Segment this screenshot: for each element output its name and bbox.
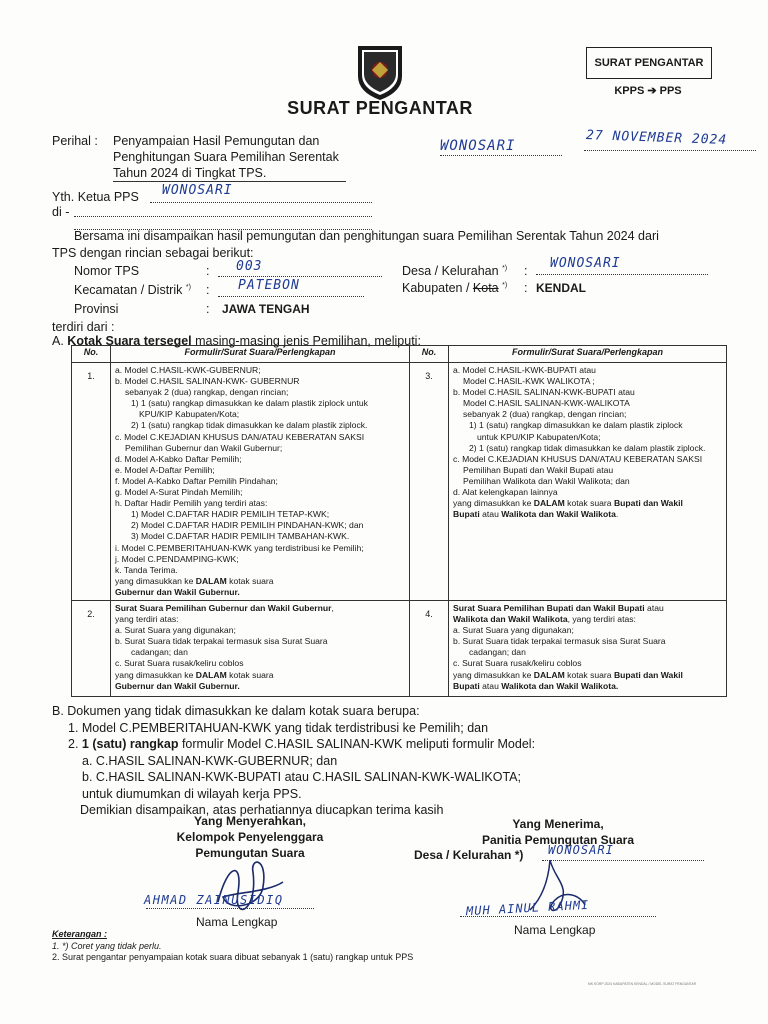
list-item: 2) 1 (satu) rangkap tidak dimasukkan ke dalam plastik ziplock. bbox=[131, 420, 368, 431]
list-item: c. Surat Suara rusak/keliru coblos bbox=[453, 658, 582, 669]
kabupaten-label bbox=[402, 281, 507, 295]
list-item: b. Surat Suara tidak terpakai termasuk sisa Surat Suara bbox=[453, 636, 666, 647]
list-item: e. Model A-Daftar Pemilih; bbox=[115, 464, 215, 475]
list-item: d. Model A-Kabko Daftar Pemilih; bbox=[115, 453, 242, 464]
date-handwritten: 27 NOVEMBER 2024 bbox=[585, 128, 728, 148]
row2-no-2: 4. bbox=[410, 601, 449, 697]
list-item bbox=[115, 670, 405, 681]
inline-bold: DALAM bbox=[533, 498, 565, 509]
section-b-item-2c: untuk diumumkan di wilayah kerja PPS. bbox=[82, 786, 302, 801]
perihal-line-3: Tahun 2024 di Tingkat TPS. bbox=[113, 165, 346, 182]
inline-text: kotak suara bbox=[226, 575, 274, 586]
list-item: f. Model A-Kabko Daftar Pemilih Pindahan; bbox=[115, 475, 278, 486]
kota-struck: Kota bbox=[472, 281, 499, 295]
section-a-prefix: A. bbox=[52, 334, 64, 348]
list-item: Model C.HASIL SALINAN-KWK-WALIKOTA bbox=[463, 398, 630, 409]
desa-dotline bbox=[536, 274, 708, 275]
list-item: i. Model C.PEMBERITAHUAN-KWK yang terdistribusi ke Pemilih; bbox=[115, 542, 364, 553]
kabupaten-value: KENDAL bbox=[536, 281, 586, 295]
list-item: k. Tanda Terima. bbox=[115, 564, 178, 575]
list-item: Pemilihan Gubernur dan Wakil Gubernur; bbox=[125, 442, 283, 453]
perihal-label: Perihal : bbox=[52, 134, 98, 148]
list-item bbox=[115, 603, 405, 614]
list-item: b. Surat Suara tidak terpakai termasuk sisa Surat Suara bbox=[115, 636, 328, 647]
kabupaten-sup: *) bbox=[502, 281, 508, 289]
section-b-item-2a: a. C.HASIL SALINAN-KWK-GUBERNUR; dan bbox=[82, 753, 338, 768]
list-item bbox=[115, 576, 405, 587]
inline-bold: Walikota dan Wakil Walikota bbox=[453, 614, 568, 625]
inline-text: yang dimasukkan ke bbox=[453, 669, 534, 680]
items-table bbox=[71, 345, 727, 697]
notes bbox=[52, 929, 413, 964]
kecamatan-label-text: Kecamatan / Distrik bbox=[74, 283, 183, 297]
logo-text-top: KOMISI bbox=[371, 42, 389, 48]
list-item: Gubernur dan Wakil Gubernur. bbox=[115, 680, 240, 691]
provinsi-label: Provinsi bbox=[74, 302, 119, 316]
inline-text: , yang terdiri atas: bbox=[567, 614, 636, 625]
list-item bbox=[453, 614, 722, 625]
list-item: yang terdiri atas: bbox=[115, 614, 179, 625]
sign-right-desa-value: WONOSARI bbox=[548, 843, 614, 857]
inline-text: 2. bbox=[68, 737, 82, 751]
desa-value: WONOSARI bbox=[550, 256, 621, 271]
list-item: a. Surat Suara yang digunakan; bbox=[115, 625, 236, 636]
sign-right-line-2: Panitia Pemungutan Suara bbox=[481, 833, 635, 847]
inline-text: formulir Model C.HASIL SALINAN-KWK meliputi formulir Model: bbox=[178, 737, 536, 751]
list-item: g. Model A-Surat Pindah Memilih; bbox=[115, 487, 243, 498]
kabupaten-colon: : bbox=[524, 281, 528, 295]
row2-cell-gubernur bbox=[111, 601, 410, 697]
yth-dotline bbox=[150, 202, 372, 203]
inline-text: kotak suara bbox=[226, 669, 274, 680]
inline-bold: Walikota dan Wakil Walikota bbox=[501, 509, 616, 520]
list-item: c. Model C.KEJADIAN KHUSUS DAN/ATAU KEBERATAN SAKSI bbox=[453, 453, 703, 464]
footer-tiny-text: MK KORP 2024 KABUPATEN KENDAL / MODEL SURAT PENGANTAR bbox=[588, 982, 697, 986]
kecamatan-dotline bbox=[218, 296, 364, 297]
list-item bbox=[453, 681, 722, 692]
list-item: 2) Model C.DAFTAR HADIR PEMILIH PINDAHAN-KWK; dan bbox=[131, 520, 364, 531]
sign-right-line-1: Yang Menerima, bbox=[512, 817, 604, 831]
perihal-text bbox=[113, 133, 346, 182]
list-item: a. Surat Suara yang digunakan; bbox=[453, 625, 574, 636]
sign-left-dotline bbox=[146, 908, 314, 909]
kabupaten-label-text: Kabupaten / bbox=[402, 281, 473, 295]
desa-label-text: Desa / Kelurahan bbox=[402, 264, 499, 278]
table-row bbox=[72, 601, 727, 697]
notes-title: Keterangan : bbox=[52, 929, 108, 939]
list-item: KPU/KIP Kabupaten/Kota; bbox=[139, 409, 240, 420]
provinsi-value: JAWA TENGAH bbox=[222, 302, 310, 316]
list-item: Gubernur dan Wakil Gubernur. bbox=[115, 586, 240, 597]
col-form-2: Formulir/Surat Suara/Perlengkapan bbox=[449, 346, 727, 363]
inline-bold: DALAM bbox=[195, 575, 227, 586]
inline-text: yang dimasukkan ke bbox=[453, 498, 534, 509]
closing-text: Demikian disampaikan, atas perhatiannya diucapkan terima kasih bbox=[80, 803, 444, 817]
intro-line-1: Bersama ini disampaikan hasil pemungutan dan penghitungan suara Pemilihan Serentak Tahun 2024 dari bbox=[74, 229, 659, 243]
section-b-item-1: 1. Model C.PEMBERITAHUAN-KWK yang tidak terdistribusi ke Pemilih; dan bbox=[68, 720, 489, 735]
list-item: Pemilihan Bupati dan Wakil Bupati atau bbox=[463, 464, 614, 475]
inline-bold: Bupati bbox=[453, 680, 480, 691]
inline-bold: Surat Suara Pemilihan Bupati dan Wakil Bupati bbox=[453, 603, 645, 613]
yth-value-handwritten: WONOSARI bbox=[162, 183, 233, 198]
list-item: c. Surat Suara rusak/keliru coblos bbox=[115, 658, 244, 669]
route-label: KPPS ➔ PPS bbox=[614, 85, 682, 97]
list-item: 1) 1 (satu) rangkap dimasukkan ke dalam plastik ziplock bbox=[469, 420, 683, 431]
list-item: 3) Model C.DAFTAR HADIR PEMILIH TAMBAHAN-KWK. bbox=[131, 531, 350, 542]
sign-right-name: MUH AINUL RAHMI bbox=[465, 897, 590, 919]
inline-text: kotak suara bbox=[564, 669, 614, 680]
nomor-tps-colon: : bbox=[206, 264, 210, 278]
desa-colon: : bbox=[524, 264, 528, 278]
sign-left-line-3: Pemungutan Suara bbox=[195, 846, 305, 860]
section-a-rest: masing-masing jenis Pemilihan, meliputi: bbox=[191, 334, 421, 348]
section-b bbox=[52, 703, 535, 819]
provinsi-colon: : bbox=[206, 302, 210, 316]
list-item: sebanyak 2 (dua) rangkap, dengan rincian; bbox=[125, 387, 289, 398]
sign-right-dotline bbox=[460, 916, 656, 917]
inline-bold: Bupati dan Wakil bbox=[613, 669, 683, 680]
col-form-1: Formulir/Surat Suara/Perlengkapan bbox=[111, 346, 410, 363]
nomor-tps-value: 003 bbox=[236, 259, 263, 274]
list-item: d. Alat kelengkapan lainnya bbox=[453, 487, 558, 498]
section-a-bold: Kotak Suara tersegel bbox=[67, 334, 192, 348]
section-b-heading: B. Dokumen yang tidak dimasukkan ke dalam kotak suara berupa: bbox=[52, 704, 420, 718]
col-no-1: No. bbox=[72, 346, 111, 363]
yth-label: Yth. Ketua PPS bbox=[52, 190, 139, 204]
notes-item-1: 1. *) Coret yang tidak perlu. bbox=[52, 940, 162, 951]
list-item: a. Model C.HASIL-KWK-BUPATI atau bbox=[453, 365, 596, 375]
table-row bbox=[72, 363, 727, 601]
row1-no: 1. bbox=[72, 363, 111, 601]
inline-bold: Bupati bbox=[453, 509, 480, 520]
list-item: b. Model C.HASIL SALINAN-KWK-BUPATI atau bbox=[453, 387, 635, 398]
document-type-box bbox=[586, 47, 712, 79]
inline-bold: 1 (satu) rangkap bbox=[81, 737, 179, 751]
sign-left-name-label: Nama Lengkap bbox=[196, 915, 278, 929]
col-no-2: No. bbox=[410, 346, 449, 363]
row1-cell-bupati bbox=[449, 363, 727, 601]
section-b-item-2 bbox=[52, 736, 535, 753]
perihal-line-2: Penghitungan Suara Pemilihan Serentak bbox=[113, 150, 339, 164]
kecamatan-sup: *) bbox=[185, 283, 191, 291]
list-item: c. Model C.KEJADIAN KHUSUS DAN/ATAU KEBERATAN SAKSI bbox=[115, 431, 365, 442]
list-item: a. Model C.HASIL-KWK-GUBERNUR; bbox=[115, 365, 261, 375]
inline-text: atau bbox=[479, 509, 502, 520]
place-dotline bbox=[440, 155, 562, 156]
kecamatan-colon: : bbox=[206, 283, 210, 297]
list-item: 1) Model C.DAFTAR HADIR PEMILIH TETAP-KWK; bbox=[131, 509, 330, 520]
sign-left-line-1: Yang Menyerahkan, bbox=[193, 814, 307, 828]
inline-text: . bbox=[615, 509, 619, 520]
section-b-item-2b: b. C.HASIL SALINAN-KWK-BUPATI atau C.HASIL SALINAN-KWK-WALIKOTA; bbox=[82, 770, 521, 784]
nomor-tps-label: Nomor TPS bbox=[74, 264, 140, 278]
list-item bbox=[453, 509, 722, 520]
table-header-row bbox=[72, 346, 727, 363]
list-item: b. Model C.HASIL SALINAN-KWK- GUBERNUR bbox=[115, 376, 300, 387]
inline-text: kotak suara bbox=[564, 498, 614, 509]
intro-line-2: TPS dengan rincian sebagai berikut: bbox=[52, 246, 254, 260]
row2-cell-bupati bbox=[449, 601, 727, 697]
list-item: sebanyak 2 (dua) rangkap, dengan rincian; bbox=[463, 409, 627, 420]
inline-bold: DALAM bbox=[195, 669, 227, 680]
kecamatan-value: PATEBON bbox=[238, 278, 300, 293]
list-item: 1) 1 (satu) rangkap dimasukkan ke dalam plastik ziplock untuk bbox=[131, 398, 368, 409]
nomor-tps-dotline bbox=[218, 276, 382, 277]
inline-text: , bbox=[331, 603, 334, 613]
list-item: h. Daftar Hadir Pemilih yang terdiri atas: bbox=[115, 498, 268, 509]
list-item: untuk KPU/KIP Kabupaten/Kota; bbox=[477, 431, 601, 442]
desa-label bbox=[402, 264, 507, 278]
list-item: Model C.HASIL-KWK WALIKOTA ; bbox=[463, 376, 595, 387]
inline-text: yang dimasukkan ke bbox=[115, 575, 196, 586]
list-item: 2) 1 (satu) rangkap tidak dimasukkan ke dalam plastik ziplock. bbox=[469, 442, 706, 453]
sign-right-line-3: Desa / Kelurahan *) bbox=[414, 848, 524, 862]
list-item: Pemilihan Walikota dan Wakil Walikota; dan bbox=[463, 475, 630, 486]
sign-left-line-2: Kelompok Penyelenggara bbox=[176, 830, 324, 844]
list-item bbox=[453, 498, 722, 509]
desa-sup: *) bbox=[502, 264, 508, 272]
sign-left-name: AHMAD ZAINUSIDIQ bbox=[144, 893, 284, 907]
row2-no: 2. bbox=[72, 601, 111, 697]
list-item bbox=[453, 603, 722, 614]
signature-right bbox=[520, 855, 590, 930]
inline-text: yang dimasukkan ke bbox=[115, 669, 196, 680]
date-dotline bbox=[584, 150, 756, 151]
inline-bold: DALAM bbox=[533, 669, 565, 680]
inline-bold: Bupati dan Wakil bbox=[613, 498, 683, 509]
row1-cell-gubernur bbox=[111, 363, 410, 601]
document-type-label: SURAT PENGANTAR bbox=[594, 57, 704, 69]
notes-item-2: 2. Surat pengantar penyampaian kotak suara dibuat sebanyak 1 (satu) rangkap untuk PPS bbox=[52, 952, 414, 962]
inline-text: atau bbox=[644, 603, 664, 613]
row1-no-2: 3. bbox=[410, 363, 449, 601]
terdiri-label: terdiri dari : bbox=[52, 320, 115, 334]
sign-right-name-label: Nama Lengkap bbox=[514, 923, 596, 937]
list-item: cadangan; dan bbox=[469, 647, 526, 658]
inline-bold: Surat Suara Pemilihan Gubernur dan Wakil Gubernur bbox=[115, 603, 332, 613]
inline-bold: Walikota dan Wakil Walikota. bbox=[501, 680, 619, 691]
place-handwritten: WONOSARI bbox=[440, 138, 516, 154]
list-item: j. Model C.PENDAMPING-KWK; bbox=[115, 553, 239, 564]
di-dotline bbox=[74, 216, 372, 217]
di-label: di - bbox=[52, 205, 70, 219]
perihal-line-1: Penyampaian Hasil Pemungutan dan bbox=[113, 134, 320, 148]
list-item: cadangan; dan bbox=[131, 647, 188, 658]
list-item bbox=[453, 670, 722, 681]
kpu-logo bbox=[352, 40, 408, 100]
page-title: SURAT PENGANTAR bbox=[287, 98, 473, 118]
kecamatan-label bbox=[74, 283, 191, 297]
inline-text: atau bbox=[479, 680, 502, 691]
